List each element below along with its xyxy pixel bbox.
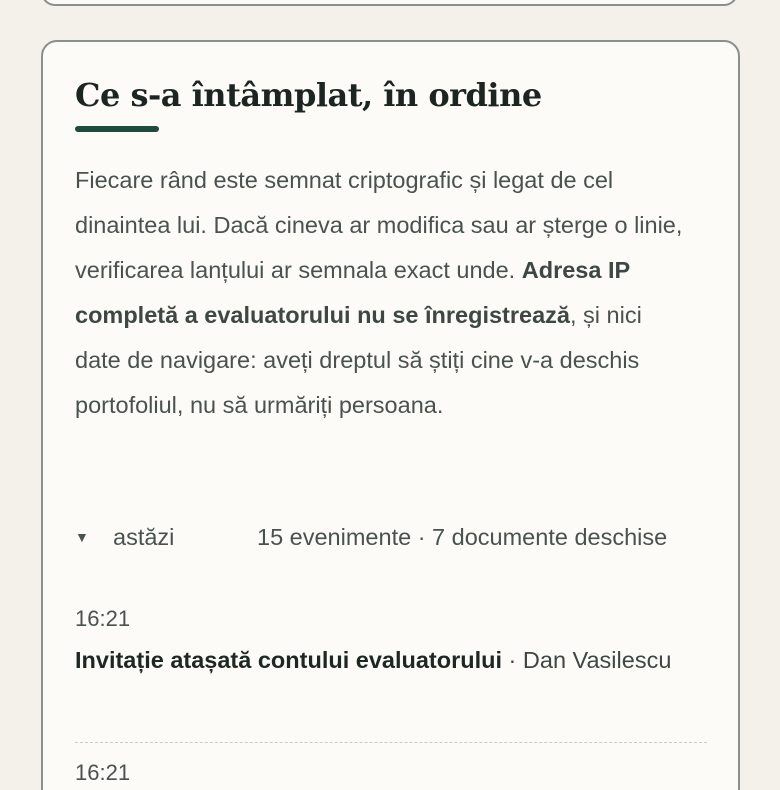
- caret-down-icon: ▼: [75, 529, 89, 545]
- audit-timeline-card: [41, 40, 740, 790]
- day-summary: 15 evenimente · 7 documente deschise: [257, 524, 668, 550]
- day-group-toggle[interactable]: [75, 524, 715, 556]
- title-underline: [75, 126, 159, 132]
- event-action: Invitație atașată contului evaluatorului: [75, 647, 503, 673]
- intro-paragraph: [75, 158, 685, 428]
- day-label: astăzi: [113, 524, 175, 550]
- intro-text-2: , și nici date de navigare: aveți dreptul să știți cine v-a deschis portofoliul, nu să urmăriți persoana.: [75, 302, 642, 418]
- intro-bold-text: Adresa IP completă a evaluatorului nu se înregistrează: [75, 257, 630, 328]
- event-separator: ·: [502, 647, 523, 673]
- timeline-event: [75, 604, 707, 683]
- timeline-event: [75, 758, 707, 788]
- card-title: Ce s-a întâmplat, în ordine: [75, 76, 542, 114]
- event-description: [75, 638, 707, 683]
- intro-text-1: Fiecare rând este semnat criptografic și legat de cel dinaintea lui. Dacă cineva ar modifica sau ar șterge o linie, verificarea lanțului ar semnala exact unde.: [75, 167, 683, 283]
- event-time: 16:21: [75, 606, 131, 631]
- event-time: 16:21: [75, 760, 131, 785]
- event-actor: Dan Vasilescu: [522, 647, 672, 673]
- previous-card: [41, 0, 738, 6]
- event-divider: [75, 742, 707, 743]
